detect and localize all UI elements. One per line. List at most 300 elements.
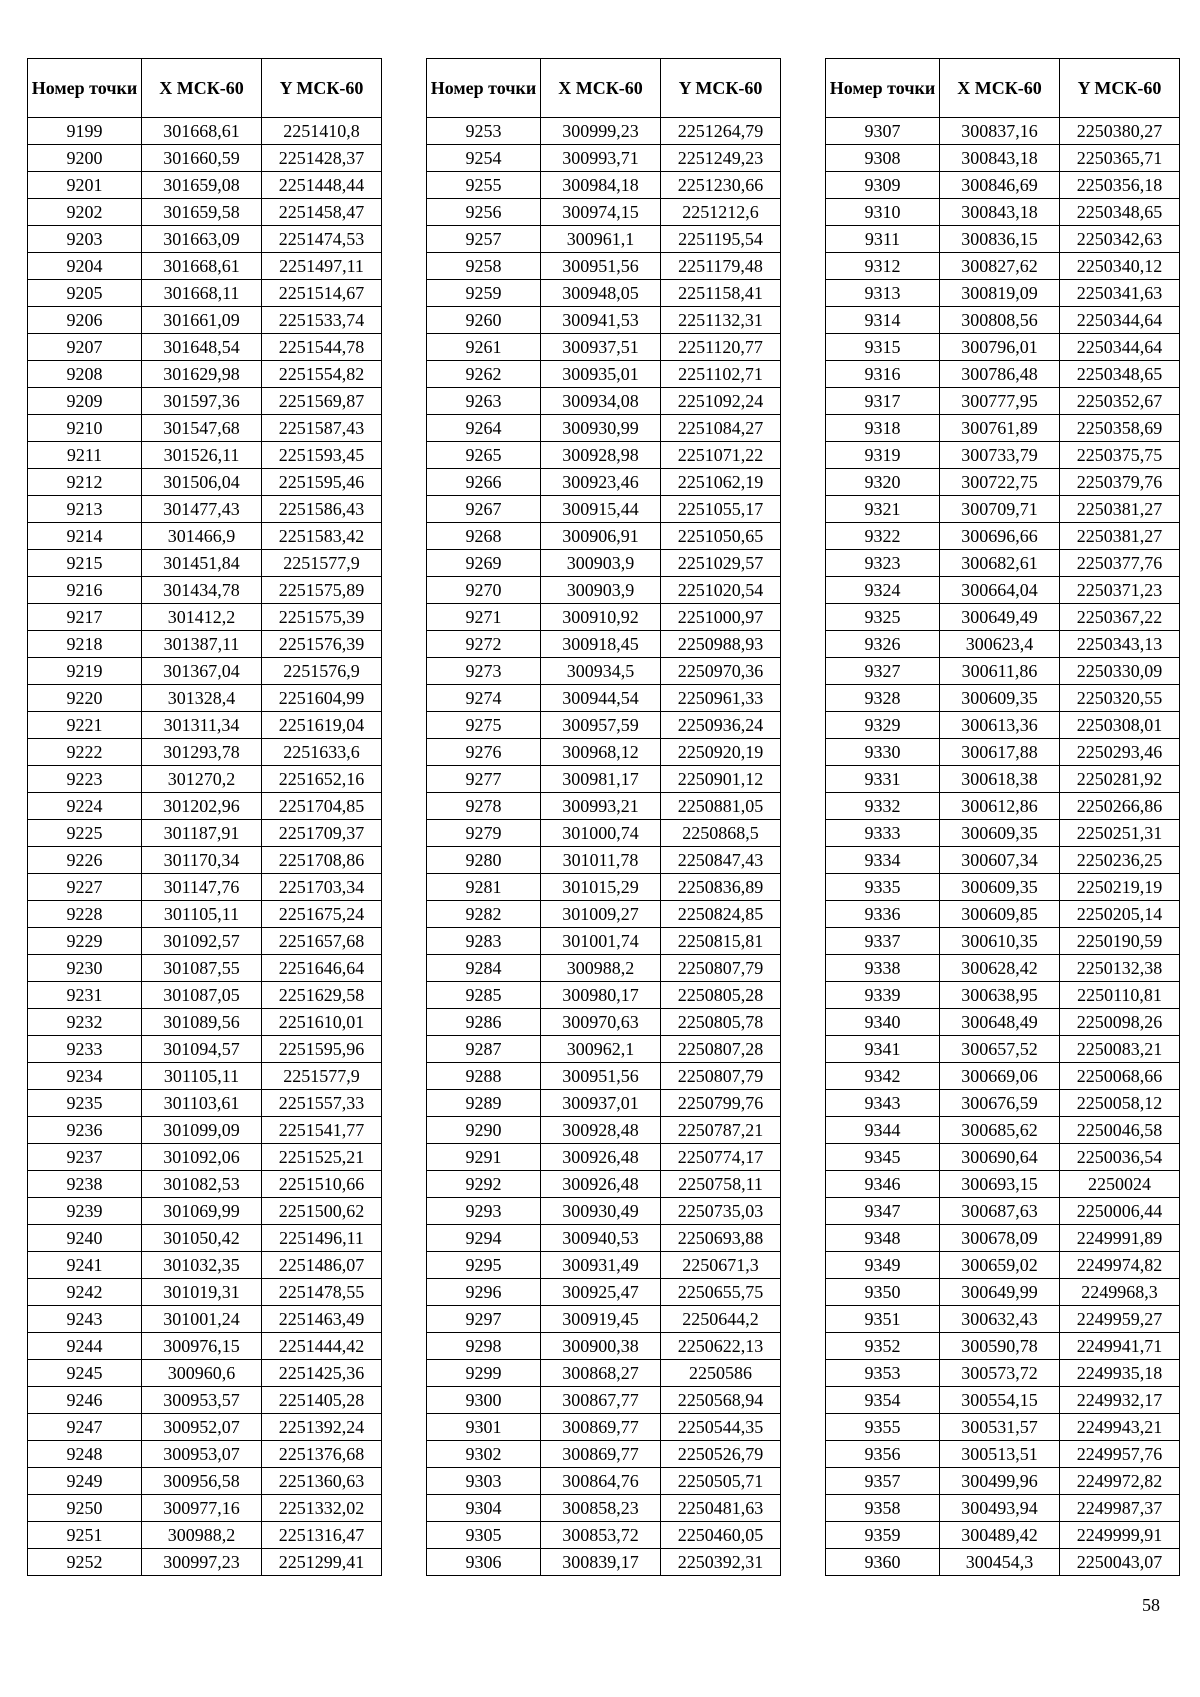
point-number-cell: 9212 xyxy=(28,469,142,496)
point-number-cell: 9277 xyxy=(427,766,541,793)
point-number-cell: 9244 xyxy=(28,1333,142,1360)
table-row xyxy=(427,1252,781,1279)
x-coordinate-cell: 300864,76 xyxy=(541,1468,661,1495)
point-number-cell: 9289 xyxy=(427,1090,541,1117)
point-number-cell: 9291 xyxy=(427,1144,541,1171)
table-row xyxy=(28,874,382,901)
x-coordinate-cell: 301019,31 xyxy=(142,1279,262,1306)
table-row xyxy=(826,955,1180,982)
table-row xyxy=(826,172,1180,199)
x-coordinate-cell: 301009,27 xyxy=(541,901,661,928)
y-coordinate-cell: 2250266,86 xyxy=(1060,793,1180,820)
x-coordinate-cell: 301477,43 xyxy=(142,496,262,523)
x-coordinate-cell: 301187,91 xyxy=(142,820,262,847)
point-number-cell: 9359 xyxy=(826,1522,940,1549)
x-coordinate-cell: 300761,89 xyxy=(940,415,1060,442)
y-coordinate-cell: 2250881,05 xyxy=(661,793,781,820)
point-number-cell: 9303 xyxy=(427,1468,541,1495)
x-coordinate-cell: 301105,11 xyxy=(142,901,262,928)
table-row xyxy=(826,1549,1180,1576)
x-coordinate-cell: 301032,35 xyxy=(142,1252,262,1279)
point-number-cell: 9337 xyxy=(826,928,940,955)
point-number-cell: 9294 xyxy=(427,1225,541,1252)
table-row xyxy=(826,712,1180,739)
point-number-cell: 9352 xyxy=(826,1333,940,1360)
point-number-cell: 9201 xyxy=(28,172,142,199)
x-coordinate-cell: 300997,23 xyxy=(142,1549,262,1576)
y-coordinate-cell: 2251500,62 xyxy=(262,1198,382,1225)
y-coordinate-cell: 2251496,11 xyxy=(262,1225,382,1252)
table-row xyxy=(826,1306,1180,1333)
point-number-cell: 9315 xyxy=(826,334,940,361)
table-row xyxy=(427,523,781,550)
point-number-cell: 9344 xyxy=(826,1117,940,1144)
y-coordinate-cell: 2250807,79 xyxy=(661,1063,781,1090)
table-row xyxy=(427,199,781,226)
x-coordinate-cell: 300868,27 xyxy=(541,1360,661,1387)
table-row xyxy=(826,658,1180,685)
point-number-cell: 9210 xyxy=(28,415,142,442)
table-row xyxy=(28,847,382,874)
point-number-cell: 9348 xyxy=(826,1225,940,1252)
y-coordinate-cell: 2250544,35 xyxy=(661,1414,781,1441)
header-point-number: Номер точки xyxy=(28,59,142,118)
y-coordinate-cell: 2251332,02 xyxy=(262,1495,382,1522)
point-number-cell: 9301 xyxy=(427,1414,541,1441)
table-row xyxy=(826,1117,1180,1144)
table-body xyxy=(826,118,1180,1576)
table-row xyxy=(427,496,781,523)
x-coordinate-cell: 300962,1 xyxy=(541,1036,661,1063)
point-number-cell: 9226 xyxy=(28,847,142,874)
table-row xyxy=(28,1090,382,1117)
x-coordinate-cell: 300687,63 xyxy=(940,1198,1060,1225)
point-number-cell: 9268 xyxy=(427,523,541,550)
table-row xyxy=(28,1522,382,1549)
x-coordinate-cell: 300664,04 xyxy=(940,577,1060,604)
point-number-cell: 9323 xyxy=(826,550,940,577)
y-coordinate-cell: 2251410,8 xyxy=(262,118,382,145)
table-row xyxy=(28,523,382,550)
x-coordinate-cell: 300941,53 xyxy=(541,307,661,334)
y-coordinate-cell: 2249974,82 xyxy=(1060,1252,1180,1279)
point-number-cell: 9209 xyxy=(28,388,142,415)
table-row xyxy=(826,793,1180,820)
y-coordinate-cell: 2250110,81 xyxy=(1060,982,1180,1009)
y-coordinate-cell: 2250481,63 xyxy=(661,1495,781,1522)
y-coordinate-cell: 2250970,36 xyxy=(661,658,781,685)
y-coordinate-cell: 2251708,86 xyxy=(262,847,382,874)
y-coordinate-cell: 2251062,19 xyxy=(661,469,781,496)
y-coordinate-cell: 2251533,74 xyxy=(262,307,382,334)
header-y-coordinate: Y МСК-60 xyxy=(1060,59,1180,118)
table-row xyxy=(427,820,781,847)
y-coordinate-cell: 2251586,43 xyxy=(262,496,382,523)
y-coordinate-cell: 2250380,27 xyxy=(1060,118,1180,145)
point-number-cell: 9232 xyxy=(28,1009,142,1036)
x-coordinate-cell: 300948,05 xyxy=(541,280,661,307)
x-coordinate-cell: 300632,43 xyxy=(940,1306,1060,1333)
y-coordinate-cell: 2250342,63 xyxy=(1060,226,1180,253)
table-row xyxy=(826,1522,1180,1549)
point-number-cell: 9260 xyxy=(427,307,541,334)
table-row xyxy=(826,307,1180,334)
table-row xyxy=(826,1252,1180,1279)
table-row xyxy=(28,415,382,442)
x-coordinate-cell: 300607,34 xyxy=(940,847,1060,874)
table-row xyxy=(28,442,382,469)
point-number-cell: 9339 xyxy=(826,982,940,1009)
y-coordinate-cell: 2250815,81 xyxy=(661,928,781,955)
x-coordinate-cell: 300956,58 xyxy=(142,1468,262,1495)
x-coordinate-cell: 300676,59 xyxy=(940,1090,1060,1117)
point-number-cell: 9300 xyxy=(427,1387,541,1414)
y-coordinate-cell: 2251703,34 xyxy=(262,874,382,901)
table-row xyxy=(28,1333,382,1360)
x-coordinate-cell: 300513,51 xyxy=(940,1441,1060,1468)
x-coordinate-cell: 300853,72 xyxy=(541,1522,661,1549)
point-number-cell: 9228 xyxy=(28,901,142,928)
x-coordinate-cell: 300609,35 xyxy=(940,685,1060,712)
table-row xyxy=(28,1009,382,1036)
point-number-cell: 9222 xyxy=(28,739,142,766)
x-coordinate-cell: 300988,2 xyxy=(541,955,661,982)
table-row xyxy=(28,307,382,334)
point-number-cell: 9248 xyxy=(28,1441,142,1468)
y-coordinate-cell: 2251092,24 xyxy=(661,388,781,415)
table-row xyxy=(826,1171,1180,1198)
y-coordinate-cell: 2251633,6 xyxy=(262,739,382,766)
x-coordinate-cell: 301015,29 xyxy=(541,874,661,901)
y-coordinate-cell: 2251544,78 xyxy=(262,334,382,361)
table-row xyxy=(427,847,781,874)
x-coordinate-cell: 300837,16 xyxy=(940,118,1060,145)
y-coordinate-cell: 2250006,44 xyxy=(1060,1198,1180,1225)
y-coordinate-cell: 2250340,12 xyxy=(1060,253,1180,280)
point-number-cell: 9310 xyxy=(826,199,940,226)
table-row xyxy=(427,631,781,658)
page-number: 58 xyxy=(1142,1595,1160,1615)
table-row xyxy=(28,631,382,658)
x-coordinate-cell: 300976,15 xyxy=(142,1333,262,1360)
table-row xyxy=(826,253,1180,280)
y-coordinate-cell: 2250836,89 xyxy=(661,874,781,901)
table-row xyxy=(28,1549,382,1576)
x-coordinate-cell: 300926,48 xyxy=(541,1171,661,1198)
table-row xyxy=(826,577,1180,604)
point-number-cell: 9332 xyxy=(826,793,940,820)
table-row xyxy=(427,982,781,1009)
y-coordinate-cell: 2250671,3 xyxy=(661,1252,781,1279)
y-coordinate-cell: 2250375,75 xyxy=(1060,442,1180,469)
point-number-cell: 9236 xyxy=(28,1117,142,1144)
x-coordinate-cell: 300649,49 xyxy=(940,604,1060,631)
x-coordinate-cell: 300623,4 xyxy=(940,631,1060,658)
x-coordinate-cell: 301659,58 xyxy=(142,199,262,226)
x-coordinate-cell: 300923,46 xyxy=(541,469,661,496)
table-row xyxy=(427,577,781,604)
x-coordinate-cell: 300944,54 xyxy=(541,685,661,712)
y-coordinate-cell: 2251575,39 xyxy=(262,604,382,631)
point-number-cell: 9208 xyxy=(28,361,142,388)
table-row xyxy=(826,1414,1180,1441)
point-number-cell: 9320 xyxy=(826,469,940,496)
point-number-cell: 9249 xyxy=(28,1468,142,1495)
x-coordinate-cell: 300951,56 xyxy=(541,253,661,280)
x-coordinate-cell: 300846,69 xyxy=(940,172,1060,199)
y-coordinate-cell: 2250381,27 xyxy=(1060,523,1180,550)
y-coordinate-cell: 2251514,67 xyxy=(262,280,382,307)
x-coordinate-cell: 300977,16 xyxy=(142,1495,262,1522)
y-coordinate-cell: 2250341,63 xyxy=(1060,280,1180,307)
table-row xyxy=(28,361,382,388)
y-coordinate-cell: 2251425,36 xyxy=(262,1360,382,1387)
table-row xyxy=(427,928,781,955)
x-coordinate-cell: 300988,2 xyxy=(142,1522,262,1549)
y-coordinate-cell: 2251595,46 xyxy=(262,469,382,496)
x-coordinate-cell: 300786,48 xyxy=(940,361,1060,388)
y-coordinate-cell: 2250281,92 xyxy=(1060,766,1180,793)
y-coordinate-cell: 2250379,76 xyxy=(1060,469,1180,496)
point-number-cell: 9350 xyxy=(826,1279,940,1306)
x-coordinate-cell: 300900,38 xyxy=(541,1333,661,1360)
y-coordinate-cell: 2250392,31 xyxy=(661,1549,781,1576)
point-number-cell: 9308 xyxy=(826,145,940,172)
y-coordinate-cell: 2250961,33 xyxy=(661,685,781,712)
y-coordinate-cell: 2251029,57 xyxy=(661,550,781,577)
point-number-cell: 9256 xyxy=(427,199,541,226)
point-number-cell: 9326 xyxy=(826,631,940,658)
table-body xyxy=(28,118,382,1576)
x-coordinate-cell: 301451,84 xyxy=(142,550,262,577)
y-coordinate-cell: 2251652,16 xyxy=(262,766,382,793)
table-row xyxy=(427,145,781,172)
y-coordinate-cell: 2250568,94 xyxy=(661,1387,781,1414)
x-coordinate-cell: 301094,57 xyxy=(142,1036,262,1063)
x-coordinate-cell: 300906,91 xyxy=(541,523,661,550)
table-row xyxy=(427,1360,781,1387)
table-row xyxy=(427,1171,781,1198)
y-coordinate-cell: 2251486,07 xyxy=(262,1252,382,1279)
y-coordinate-cell: 2251577,9 xyxy=(262,1063,382,1090)
y-coordinate-cell: 2251020,54 xyxy=(661,577,781,604)
point-number-cell: 9273 xyxy=(427,658,541,685)
y-coordinate-cell: 2250805,78 xyxy=(661,1009,781,1036)
x-coordinate-cell: 300685,62 xyxy=(940,1117,1060,1144)
y-coordinate-cell: 2251264,79 xyxy=(661,118,781,145)
x-coordinate-cell: 301001,24 xyxy=(142,1306,262,1333)
y-coordinate-cell: 2250293,46 xyxy=(1060,739,1180,766)
table-row xyxy=(427,1306,781,1333)
y-coordinate-cell: 2250936,24 xyxy=(661,712,781,739)
table-row xyxy=(427,766,781,793)
point-number-cell: 9330 xyxy=(826,739,940,766)
point-number-cell: 9304 xyxy=(427,1495,541,1522)
table-row xyxy=(427,685,781,712)
y-coordinate-cell: 2250622,13 xyxy=(661,1333,781,1360)
point-number-cell: 9213 xyxy=(28,496,142,523)
y-coordinate-cell: 2249968,3 xyxy=(1060,1279,1180,1306)
point-number-cell: 9224 xyxy=(28,793,142,820)
table-row xyxy=(427,739,781,766)
table-row xyxy=(826,847,1180,874)
table-row xyxy=(28,1441,382,1468)
point-number-cell: 9313 xyxy=(826,280,940,307)
point-number-cell: 9311 xyxy=(826,226,940,253)
y-coordinate-cell: 2249943,21 xyxy=(1060,1414,1180,1441)
x-coordinate-cell: 300903,9 xyxy=(541,577,661,604)
point-number-cell: 9336 xyxy=(826,901,940,928)
y-coordinate-cell: 2250807,28 xyxy=(661,1036,781,1063)
y-coordinate-cell: 2250586 xyxy=(661,1360,781,1387)
x-coordinate-cell: 300961,1 xyxy=(541,226,661,253)
point-number-cell: 9299 xyxy=(427,1360,541,1387)
point-number-cell: 9276 xyxy=(427,739,541,766)
table-row xyxy=(826,1198,1180,1225)
x-coordinate-cell: 301668,61 xyxy=(142,118,262,145)
point-number-cell: 9312 xyxy=(826,253,940,280)
point-number-cell: 9261 xyxy=(427,334,541,361)
table-row xyxy=(28,469,382,496)
y-coordinate-cell: 2250758,11 xyxy=(661,1171,781,1198)
table-row xyxy=(826,550,1180,577)
table-row xyxy=(826,1441,1180,1468)
x-coordinate-cell: 300493,94 xyxy=(940,1495,1060,1522)
y-coordinate-cell: 2251055,17 xyxy=(661,496,781,523)
table-row xyxy=(826,820,1180,847)
y-coordinate-cell: 2250367,22 xyxy=(1060,604,1180,631)
x-coordinate-cell: 301367,04 xyxy=(142,658,262,685)
x-coordinate-cell: 300590,78 xyxy=(940,1333,1060,1360)
table-row xyxy=(427,901,781,928)
x-coordinate-cell: 301000,74 xyxy=(541,820,661,847)
point-number-cell: 9282 xyxy=(427,901,541,928)
point-number-cell: 9293 xyxy=(427,1198,541,1225)
point-number-cell: 9307 xyxy=(826,118,940,145)
point-number-cell: 9220 xyxy=(28,685,142,712)
x-coordinate-cell: 300573,72 xyxy=(940,1360,1060,1387)
point-number-cell: 9271 xyxy=(427,604,541,631)
y-coordinate-cell: 2250219,19 xyxy=(1060,874,1180,901)
x-coordinate-cell: 301293,78 xyxy=(142,739,262,766)
point-number-cell: 9229 xyxy=(28,928,142,955)
y-coordinate-cell: 2251230,66 xyxy=(661,172,781,199)
x-coordinate-cell: 300935,01 xyxy=(541,361,661,388)
y-coordinate-cell: 2250505,71 xyxy=(661,1468,781,1495)
x-coordinate-cell: 301526,11 xyxy=(142,442,262,469)
y-coordinate-cell: 2251249,23 xyxy=(661,145,781,172)
point-number-cell: 9258 xyxy=(427,253,541,280)
point-number-cell: 9231 xyxy=(28,982,142,1009)
point-number-cell: 9200 xyxy=(28,145,142,172)
x-coordinate-cell: 300993,71 xyxy=(541,145,661,172)
point-number-cell: 9340 xyxy=(826,1009,940,1036)
table-row xyxy=(28,739,382,766)
table-row xyxy=(427,658,781,685)
x-coordinate-cell: 301170,34 xyxy=(142,847,262,874)
point-number-cell: 9338 xyxy=(826,955,940,982)
x-coordinate-cell: 301202,96 xyxy=(142,793,262,820)
table-row xyxy=(28,1117,382,1144)
x-coordinate-cell: 300489,42 xyxy=(940,1522,1060,1549)
y-coordinate-cell: 2251458,47 xyxy=(262,199,382,226)
y-coordinate-cell: 2251576,9 xyxy=(262,658,382,685)
table-row xyxy=(427,1441,781,1468)
point-number-cell: 9250 xyxy=(28,1495,142,1522)
x-coordinate-cell: 301387,11 xyxy=(142,631,262,658)
coordinate-table-2 xyxy=(426,58,781,1576)
y-coordinate-cell: 2250043,07 xyxy=(1060,1549,1180,1576)
point-number-cell: 9242 xyxy=(28,1279,142,1306)
point-number-cell: 9328 xyxy=(826,685,940,712)
y-coordinate-cell: 2250787,21 xyxy=(661,1117,781,1144)
x-coordinate-cell: 300928,98 xyxy=(541,442,661,469)
y-coordinate-cell: 2250693,88 xyxy=(661,1225,781,1252)
y-coordinate-cell: 2251405,28 xyxy=(262,1387,382,1414)
x-coordinate-cell: 301328,4 xyxy=(142,685,262,712)
point-number-cell: 9265 xyxy=(427,442,541,469)
table-row xyxy=(28,1468,382,1495)
table-row xyxy=(28,253,382,280)
x-coordinate-cell: 300968,12 xyxy=(541,739,661,766)
header-y-coordinate: Y МСК-60 xyxy=(661,59,781,118)
y-coordinate-cell: 2250805,28 xyxy=(661,982,781,1009)
x-coordinate-cell: 300910,92 xyxy=(541,604,661,631)
table-row xyxy=(826,1063,1180,1090)
y-coordinate-cell: 2251299,41 xyxy=(262,1549,382,1576)
point-number-cell: 9264 xyxy=(427,415,541,442)
table-row xyxy=(826,361,1180,388)
y-coordinate-cell: 2251392,24 xyxy=(262,1414,382,1441)
x-coordinate-cell: 300657,52 xyxy=(940,1036,1060,1063)
x-coordinate-cell: 301011,78 xyxy=(541,847,661,874)
y-coordinate-cell: 2250460,05 xyxy=(661,1522,781,1549)
point-number-cell: 9292 xyxy=(427,1171,541,1198)
x-coordinate-cell: 300993,21 xyxy=(541,793,661,820)
x-coordinate-cell: 301506,04 xyxy=(142,469,262,496)
y-coordinate-cell: 2250343,13 xyxy=(1060,631,1180,658)
table-row xyxy=(28,1225,382,1252)
point-number-cell: 9324 xyxy=(826,577,940,604)
table-row xyxy=(28,793,382,820)
y-coordinate-cell: 2250352,67 xyxy=(1060,388,1180,415)
x-coordinate-cell: 301668,11 xyxy=(142,280,262,307)
table-row xyxy=(826,982,1180,1009)
x-coordinate-cell: 300839,17 xyxy=(541,1549,661,1576)
x-coordinate-cell: 300836,15 xyxy=(940,226,1060,253)
x-coordinate-cell: 300930,49 xyxy=(541,1198,661,1225)
y-coordinate-cell: 2250920,19 xyxy=(661,739,781,766)
x-coordinate-cell: 301661,09 xyxy=(142,307,262,334)
point-number-cell: 9207 xyxy=(28,334,142,361)
x-coordinate-cell: 301663,09 xyxy=(142,226,262,253)
table-header-row xyxy=(427,59,781,118)
y-coordinate-cell: 2251158,41 xyxy=(661,280,781,307)
table-row xyxy=(826,874,1180,901)
y-coordinate-cell: 2250308,01 xyxy=(1060,712,1180,739)
table-row xyxy=(826,145,1180,172)
x-coordinate-cell: 300919,45 xyxy=(541,1306,661,1333)
y-coordinate-cell: 2250799,76 xyxy=(661,1090,781,1117)
x-coordinate-cell: 301082,53 xyxy=(142,1171,262,1198)
y-coordinate-cell: 2250807,79 xyxy=(661,955,781,982)
point-number-cell: 9247 xyxy=(28,1414,142,1441)
point-number-cell: 9353 xyxy=(826,1360,940,1387)
point-number-cell: 9221 xyxy=(28,712,142,739)
x-coordinate-cell: 301629,98 xyxy=(142,361,262,388)
x-coordinate-cell: 300733,79 xyxy=(940,442,1060,469)
table-row xyxy=(28,1063,382,1090)
